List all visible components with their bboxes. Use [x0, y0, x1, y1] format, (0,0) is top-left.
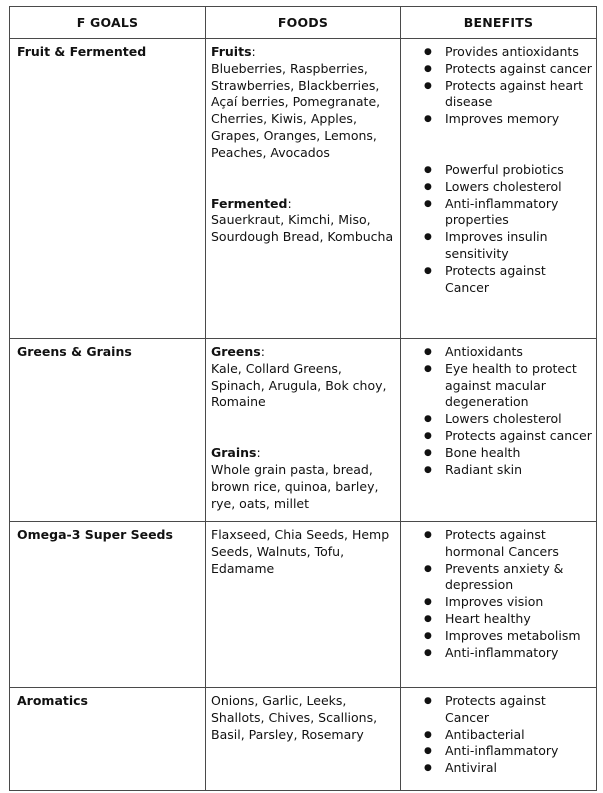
benefit-item: ● Anti-inflammatory properties	[401, 196, 592, 230]
benefit-item: ● Bone health	[401, 445, 592, 462]
benefit-item: ● Heart healthy	[401, 611, 592, 628]
foods-cell	[206, 522, 401, 688]
table-row	[10, 39, 597, 339]
goal-cell: Aromatics	[10, 688, 206, 791]
food-group: Grains:	[211, 445, 261, 461]
header-goals: F GOALS	[10, 7, 206, 39]
food-group-items: Onions, Garlic, Leeks, Shallots, Chives, Scallions, Basil, Parsley, Rosemary	[211, 693, 378, 742]
food-group-label: Fermented	[211, 195, 288, 211]
benefits-cell	[401, 339, 597, 522]
benefit-item: ● Radiant skin	[401, 462, 592, 479]
f-goals-table	[9, 6, 597, 791]
goal-cell: Omega-3 Super Seeds	[10, 522, 206, 688]
food-group-label: Grains	[211, 445, 257, 461]
benefit-item: ● Antioxidants	[401, 344, 592, 361]
benefits-list	[401, 344, 592, 478]
benefit-item: ● Improves vision	[401, 594, 592, 611]
benefit-item: ● Improves metabolism	[401, 628, 592, 645]
table-row	[10, 688, 597, 791]
benefit-item: ● Antibacterial	[401, 727, 592, 744]
benefit-item: ● Antiviral	[401, 760, 592, 777]
header-foods: FOODS	[206, 7, 401, 39]
foods-cell	[206, 688, 401, 791]
food-group: Greens:	[211, 344, 265, 359]
benefits-cell	[401, 522, 597, 688]
table-row	[10, 339, 597, 522]
benefits-cell	[401, 39, 597, 339]
food-group-items: Sauerkraut, Kimchi, Miso, Sourdough Bread, Kombucha	[211, 212, 394, 245]
benefit-item: ● Anti-inflammatory	[401, 645, 592, 662]
benefit-item: ● Lowers cholesterol	[401, 411, 592, 428]
goal-cell: Greens & Grains	[10, 339, 206, 522]
benefit-item: ● Prevents anxiety & depression	[401, 561, 592, 595]
benefits-list	[401, 44, 592, 128]
benefits-cell	[401, 688, 597, 791]
header-benefits: BENEFITS	[401, 7, 597, 39]
benefits-list	[401, 693, 592, 777]
food-group-items: Kale, Collard Greens, Spinach, Arugula, Bok choy, Romaine	[211, 360, 387, 410]
benefit-item: ● Protects against hormonal Cancers	[401, 527, 592, 561]
benefit-item: ● Protects against cancer	[401, 61, 592, 78]
food-group: Fruits:	[211, 44, 256, 59]
benefit-item: ● Anti-inflammatory	[401, 743, 592, 760]
benefit-item: ● Protects against Cancer	[401, 693, 592, 727]
benefit-item: ● Provides antioxidants	[401, 44, 592, 61]
benefit-item: ● Powerful probiotics	[401, 162, 592, 179]
benefit-item: ● Protects against heart disease	[401, 78, 592, 112]
food-group: Fermented:	[211, 195, 292, 211]
food-group-items: Blueberries, Raspberries, Strawberries, Blackberries, Açaí berries, Pomegranate, Cherries, Kiwis, Apples, Grapes, Oranges, Lemons, Peaches, Avocados	[211, 60, 381, 160]
food-group-label: Fruits	[211, 44, 252, 59]
table-row	[10, 522, 597, 688]
goal-cell: Fruit & Fermented	[10, 39, 206, 339]
benefit-item: ● Lowers cholesterol	[401, 179, 592, 196]
header-row	[10, 7, 597, 39]
foods-cell	[206, 39, 401, 339]
benefits-list	[401, 527, 592, 661]
benefit-item: ● Improves insulin sensitivity	[401, 229, 592, 263]
food-group-label: Greens	[211, 344, 261, 359]
benefit-item: ● Protects against Cancer	[401, 263, 592, 297]
food-group-items: Flaxseed, Chia Seeds, Hemp Seeds, Walnuts, Tofu, Edamame	[211, 527, 390, 576]
benefit-item: ● Improves memory	[401, 111, 592, 128]
benefit-item: ● Protects against cancer	[401, 428, 592, 445]
foods-cell	[206, 339, 401, 522]
food-group-items: Whole grain pasta, bread, brown rice, quinoa, barley, rye, oats, millet	[211, 461, 379, 511]
benefit-item: ● Eye health to protect against macular degeneration	[401, 361, 592, 411]
benefits-list	[401, 162, 592, 296]
